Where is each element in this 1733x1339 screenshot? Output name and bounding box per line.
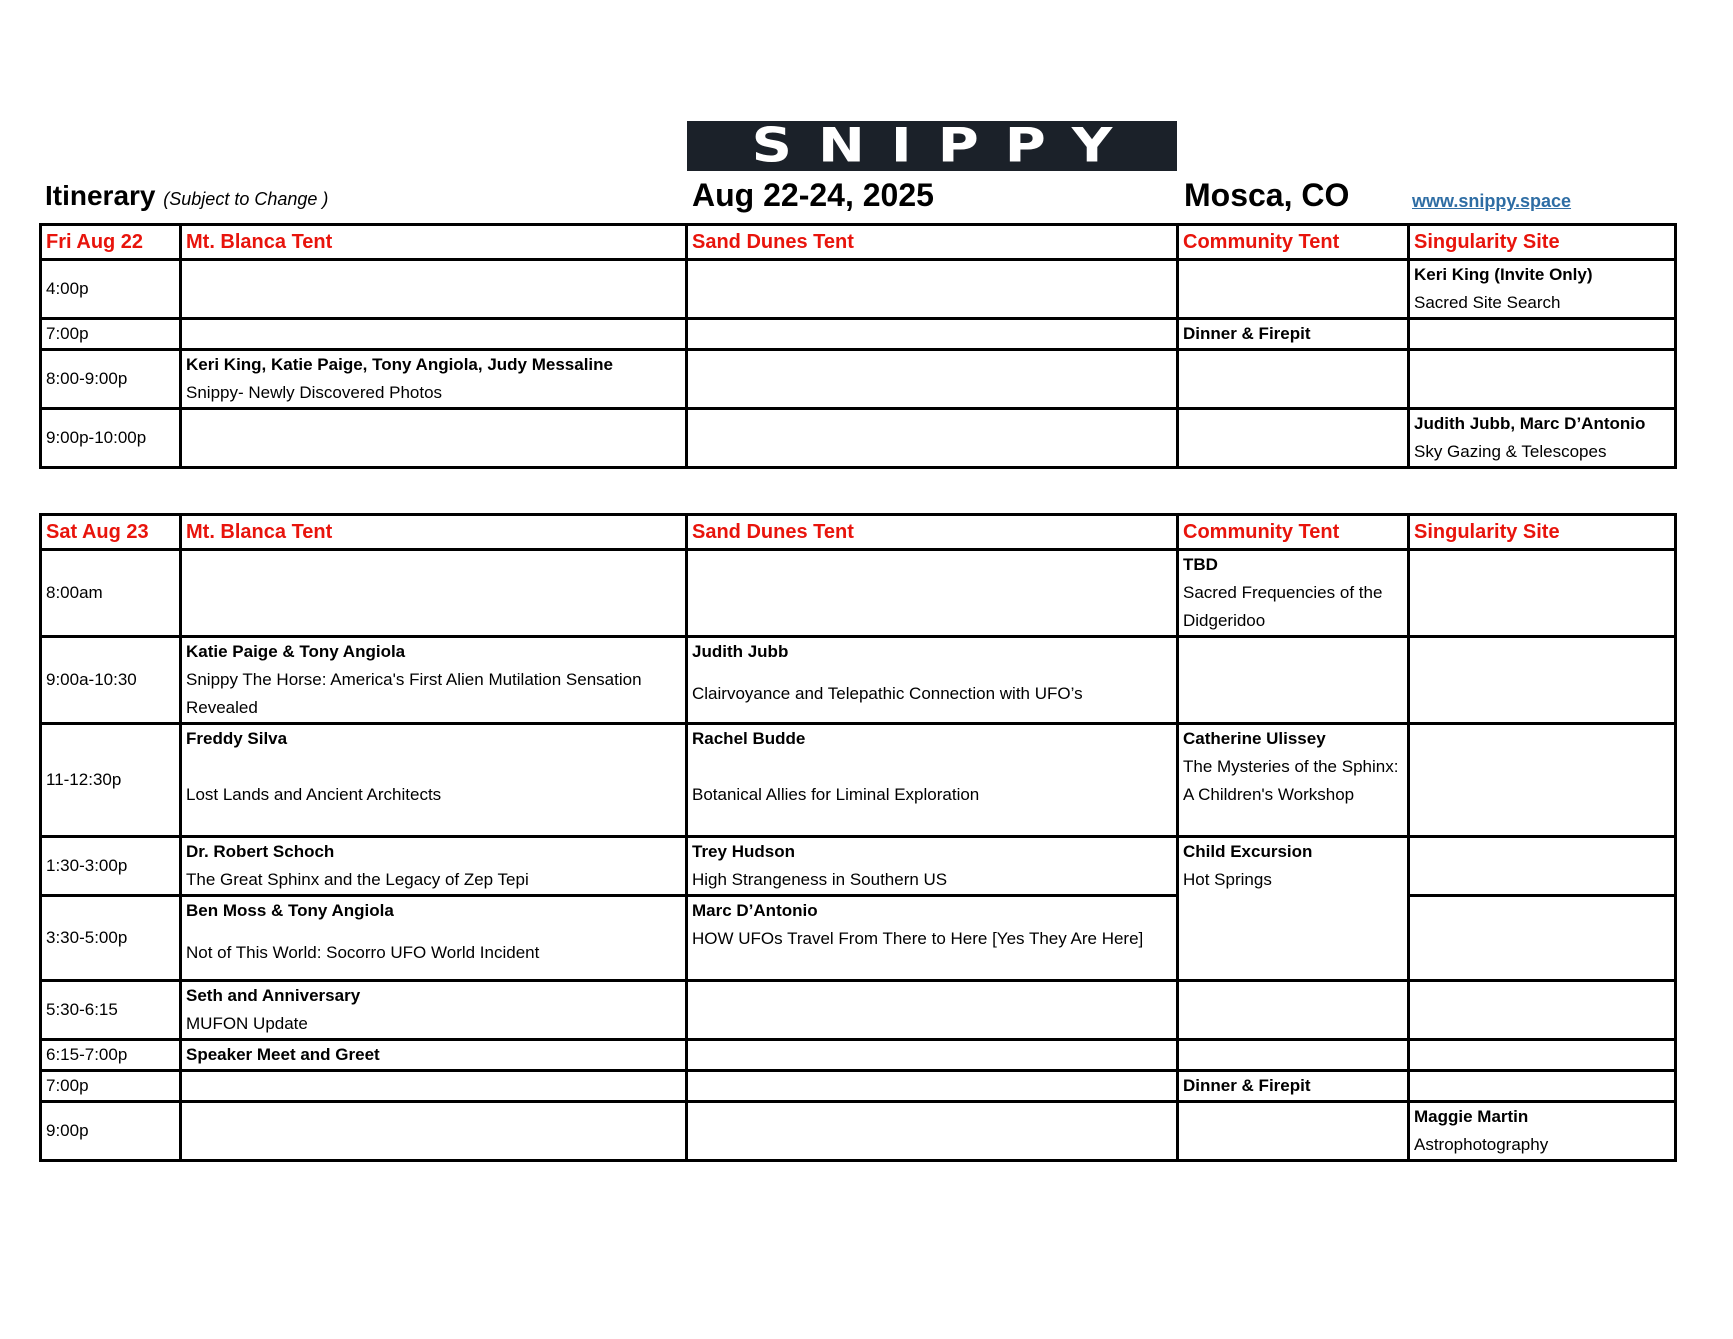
session-cell <box>687 837 1178 896</box>
session-cell <box>181 550 687 637</box>
session-cell <box>1178 1071 1409 1102</box>
spacer <box>692 666 1172 680</box>
table-header-row <box>41 515 1676 550</box>
time-cell: 11-12:30p <box>41 724 181 837</box>
session-name: Dinner & Firepit <box>1183 1076 1311 1095</box>
session-cell <box>181 409 687 468</box>
time-cell: 8:00am <box>41 550 181 637</box>
time-cell: 9:00p <box>41 1102 181 1161</box>
session-name: Dinner & Firepit <box>1183 324 1311 343</box>
session-title: High Strangeness in Southern US <box>692 870 948 889</box>
table-row <box>41 319 1676 350</box>
time-cell: 1:30-3:00p <box>41 837 181 896</box>
table-row <box>41 350 1676 409</box>
title-note: (Subject to Change ) <box>163 189 329 209</box>
presenter-name: Dr. Robert Schoch <box>186 842 335 861</box>
snippy-logo <box>687 121 1177 171</box>
session-title: Lost Lands and Ancient Architects <box>186 785 442 804</box>
session-cell <box>181 1040 687 1071</box>
presenter-name: Katie Paige & Tony Angiola <box>186 642 406 661</box>
venue-header-sand-dunes: Sand Dunes Tent <box>687 515 1178 550</box>
session-cell <box>1409 637 1676 724</box>
presenter-name: Rachel Budde <box>692 729 806 748</box>
table-row <box>41 550 1676 637</box>
presenter-name: Child Excursion <box>1183 842 1313 861</box>
session-cell <box>1178 260 1409 319</box>
session-title: Snippy The Horse: America's First Alien Mutilation Sensation Revealed <box>186 670 642 717</box>
table-row <box>41 837 1676 896</box>
session-title: MUFON Update <box>186 1014 308 1033</box>
table-row <box>41 260 1676 319</box>
presenter-name: Ben Moss & Tony Angiola <box>186 901 394 920</box>
presenter-name: Freddy Silva <box>186 729 288 748</box>
itinerary-title <box>45 180 328 212</box>
spacer <box>186 925 681 939</box>
table-row <box>41 981 1676 1040</box>
table-row <box>41 1071 1676 1102</box>
logo-text: SNIPPY <box>751 121 1139 171</box>
spacer <box>186 753 681 781</box>
session-cell <box>181 319 687 350</box>
session-title: Snippy- Newly Discovered Photos <box>186 383 443 402</box>
venue-header-singularity: Singularity Site <box>1409 515 1676 550</box>
table-row <box>41 637 1676 724</box>
session-title: Not of This World: Socorro UFO World Incident <box>186 943 540 962</box>
session-cell <box>1178 637 1409 724</box>
session-cell <box>687 1040 1178 1071</box>
presenter-name: Judith Jubb, Marc D’Antonio <box>1414 414 1646 433</box>
session-cell <box>687 896 1178 981</box>
session-title: HOW UFOs Travel From There to Here [Yes They Are Here] <box>692 929 1144 948</box>
session-title: The Mysteries of the Sphinx: A Children's Workshop <box>1183 757 1399 804</box>
presenter-name: Keri King, Katie Paige, Tony Angiola, Judy Messaline <box>186 355 613 374</box>
presenter-name: Maggie Martin <box>1414 1107 1529 1126</box>
time-cell: 9:00p-10:00p <box>41 409 181 468</box>
session-cell <box>1178 1102 1409 1161</box>
time-cell: 8:00-9:00p <box>41 350 181 409</box>
session-cell <box>1178 409 1409 468</box>
session-title: Sacred Site Search <box>1414 293 1561 312</box>
presenter-name: Keri King (Invite Only) <box>1414 265 1593 284</box>
venue-header-singularity: Singularity Site <box>1409 225 1676 260</box>
session-cell <box>1178 837 1409 981</box>
session-cell <box>687 409 1178 468</box>
session-cell <box>181 981 687 1040</box>
table-row <box>41 1102 1676 1161</box>
time-cell: 4:00p <box>41 260 181 319</box>
session-cell <box>181 637 687 724</box>
venue-header-community: Community Tent <box>1178 515 1409 550</box>
event-location: Mosca, CO <box>1184 177 1350 213</box>
day-header: Sat Aug 23 <box>41 515 181 550</box>
session-name: Speaker Meet and Greet <box>186 1045 380 1064</box>
session-cell <box>687 550 1178 637</box>
time-cell: 7:00p <box>41 319 181 350</box>
session-cell <box>687 637 1178 724</box>
session-cell <box>1409 550 1676 637</box>
table-header-row <box>41 225 1676 260</box>
session-cell <box>687 724 1178 837</box>
session-cell <box>181 896 687 981</box>
title-text: Itinerary <box>45 180 156 211</box>
session-title: Astrophotography <box>1414 1135 1549 1154</box>
session-cell <box>687 260 1178 319</box>
time-cell: 6:15-7:00p <box>41 1040 181 1071</box>
day-header: Fri Aug 22 <box>41 225 181 260</box>
session-cell <box>687 350 1178 409</box>
time-cell: 7:00p <box>41 1071 181 1102</box>
session-cell <box>181 837 687 896</box>
session-cell <box>181 350 687 409</box>
session-title: Hot Springs <box>1183 870 1272 889</box>
session-cell <box>1409 350 1676 409</box>
time-cell: 3:30-5:00p <box>41 896 181 981</box>
venue-header-mt-blanca: Mt. Blanca Tent <box>181 225 687 260</box>
presenter-name: Catherine Ulissey <box>1183 729 1326 748</box>
session-cell <box>1409 1102 1676 1161</box>
table-row <box>41 1040 1676 1071</box>
session-cell <box>1409 319 1676 350</box>
presenter-name: Seth and Anniversary <box>186 986 361 1005</box>
session-cell <box>181 260 687 319</box>
session-cell <box>181 1102 687 1161</box>
session-title: Clairvoyance and Telepathic Connection with UFO’s <box>692 684 1083 703</box>
session-cell <box>687 1102 1178 1161</box>
session-title: The Great Sphinx and the Legacy of Zep Tepi <box>186 870 529 889</box>
session-title: Sky Gazing & Telescopes <box>1414 442 1607 461</box>
venue-header-sand-dunes: Sand Dunes Tent <box>687 225 1178 260</box>
session-cell <box>1409 896 1676 981</box>
session-cell <box>1409 981 1676 1040</box>
session-cell <box>687 981 1178 1040</box>
venue-header-mt-blanca: Mt. Blanca Tent <box>181 515 687 550</box>
table-row <box>41 409 1676 468</box>
time-cell: 9:00a-10:30 <box>41 637 181 724</box>
event-dates: Aug 22-24, 2025 <box>692 177 934 213</box>
session-cell <box>687 1071 1178 1102</box>
table-row <box>41 724 1676 837</box>
session-cell <box>1409 260 1676 319</box>
presenter-name: Marc D’Antonio <box>692 901 818 920</box>
friday-schedule-table <box>39 223 1677 469</box>
table-row <box>41 896 1676 981</box>
session-cell <box>1178 350 1409 409</box>
session-cell <box>1409 409 1676 468</box>
session-cell <box>1178 724 1409 837</box>
presenter-name: TBD <box>1183 555 1218 574</box>
session-cell <box>1178 550 1409 637</box>
session-title: Botanical Allies for Liminal Exploration <box>692 785 980 804</box>
venue-header-community: Community Tent <box>1178 225 1409 260</box>
time-cell: 5:30-6:15 <box>41 981 181 1040</box>
session-cell <box>181 724 687 837</box>
presenter-name: Judith Jubb <box>692 642 789 661</box>
session-cell <box>687 319 1178 350</box>
session-cell <box>1178 981 1409 1040</box>
session-cell <box>1178 1040 1409 1071</box>
session-cell <box>1409 724 1676 837</box>
session-cell <box>1178 319 1409 350</box>
presenter-name: Trey Hudson <box>692 842 795 861</box>
session-cell <box>1409 1040 1676 1071</box>
session-title: Sacred Frequencies of the Didgeridoo <box>1183 583 1383 630</box>
session-cell <box>1409 1071 1676 1102</box>
website-link[interactable]: www.snippy.space <box>1412 191 1572 211</box>
session-cell <box>181 1071 687 1102</box>
spacer <box>692 753 1172 781</box>
session-cell <box>1409 837 1676 896</box>
saturday-schedule-table <box>39 513 1677 1162</box>
